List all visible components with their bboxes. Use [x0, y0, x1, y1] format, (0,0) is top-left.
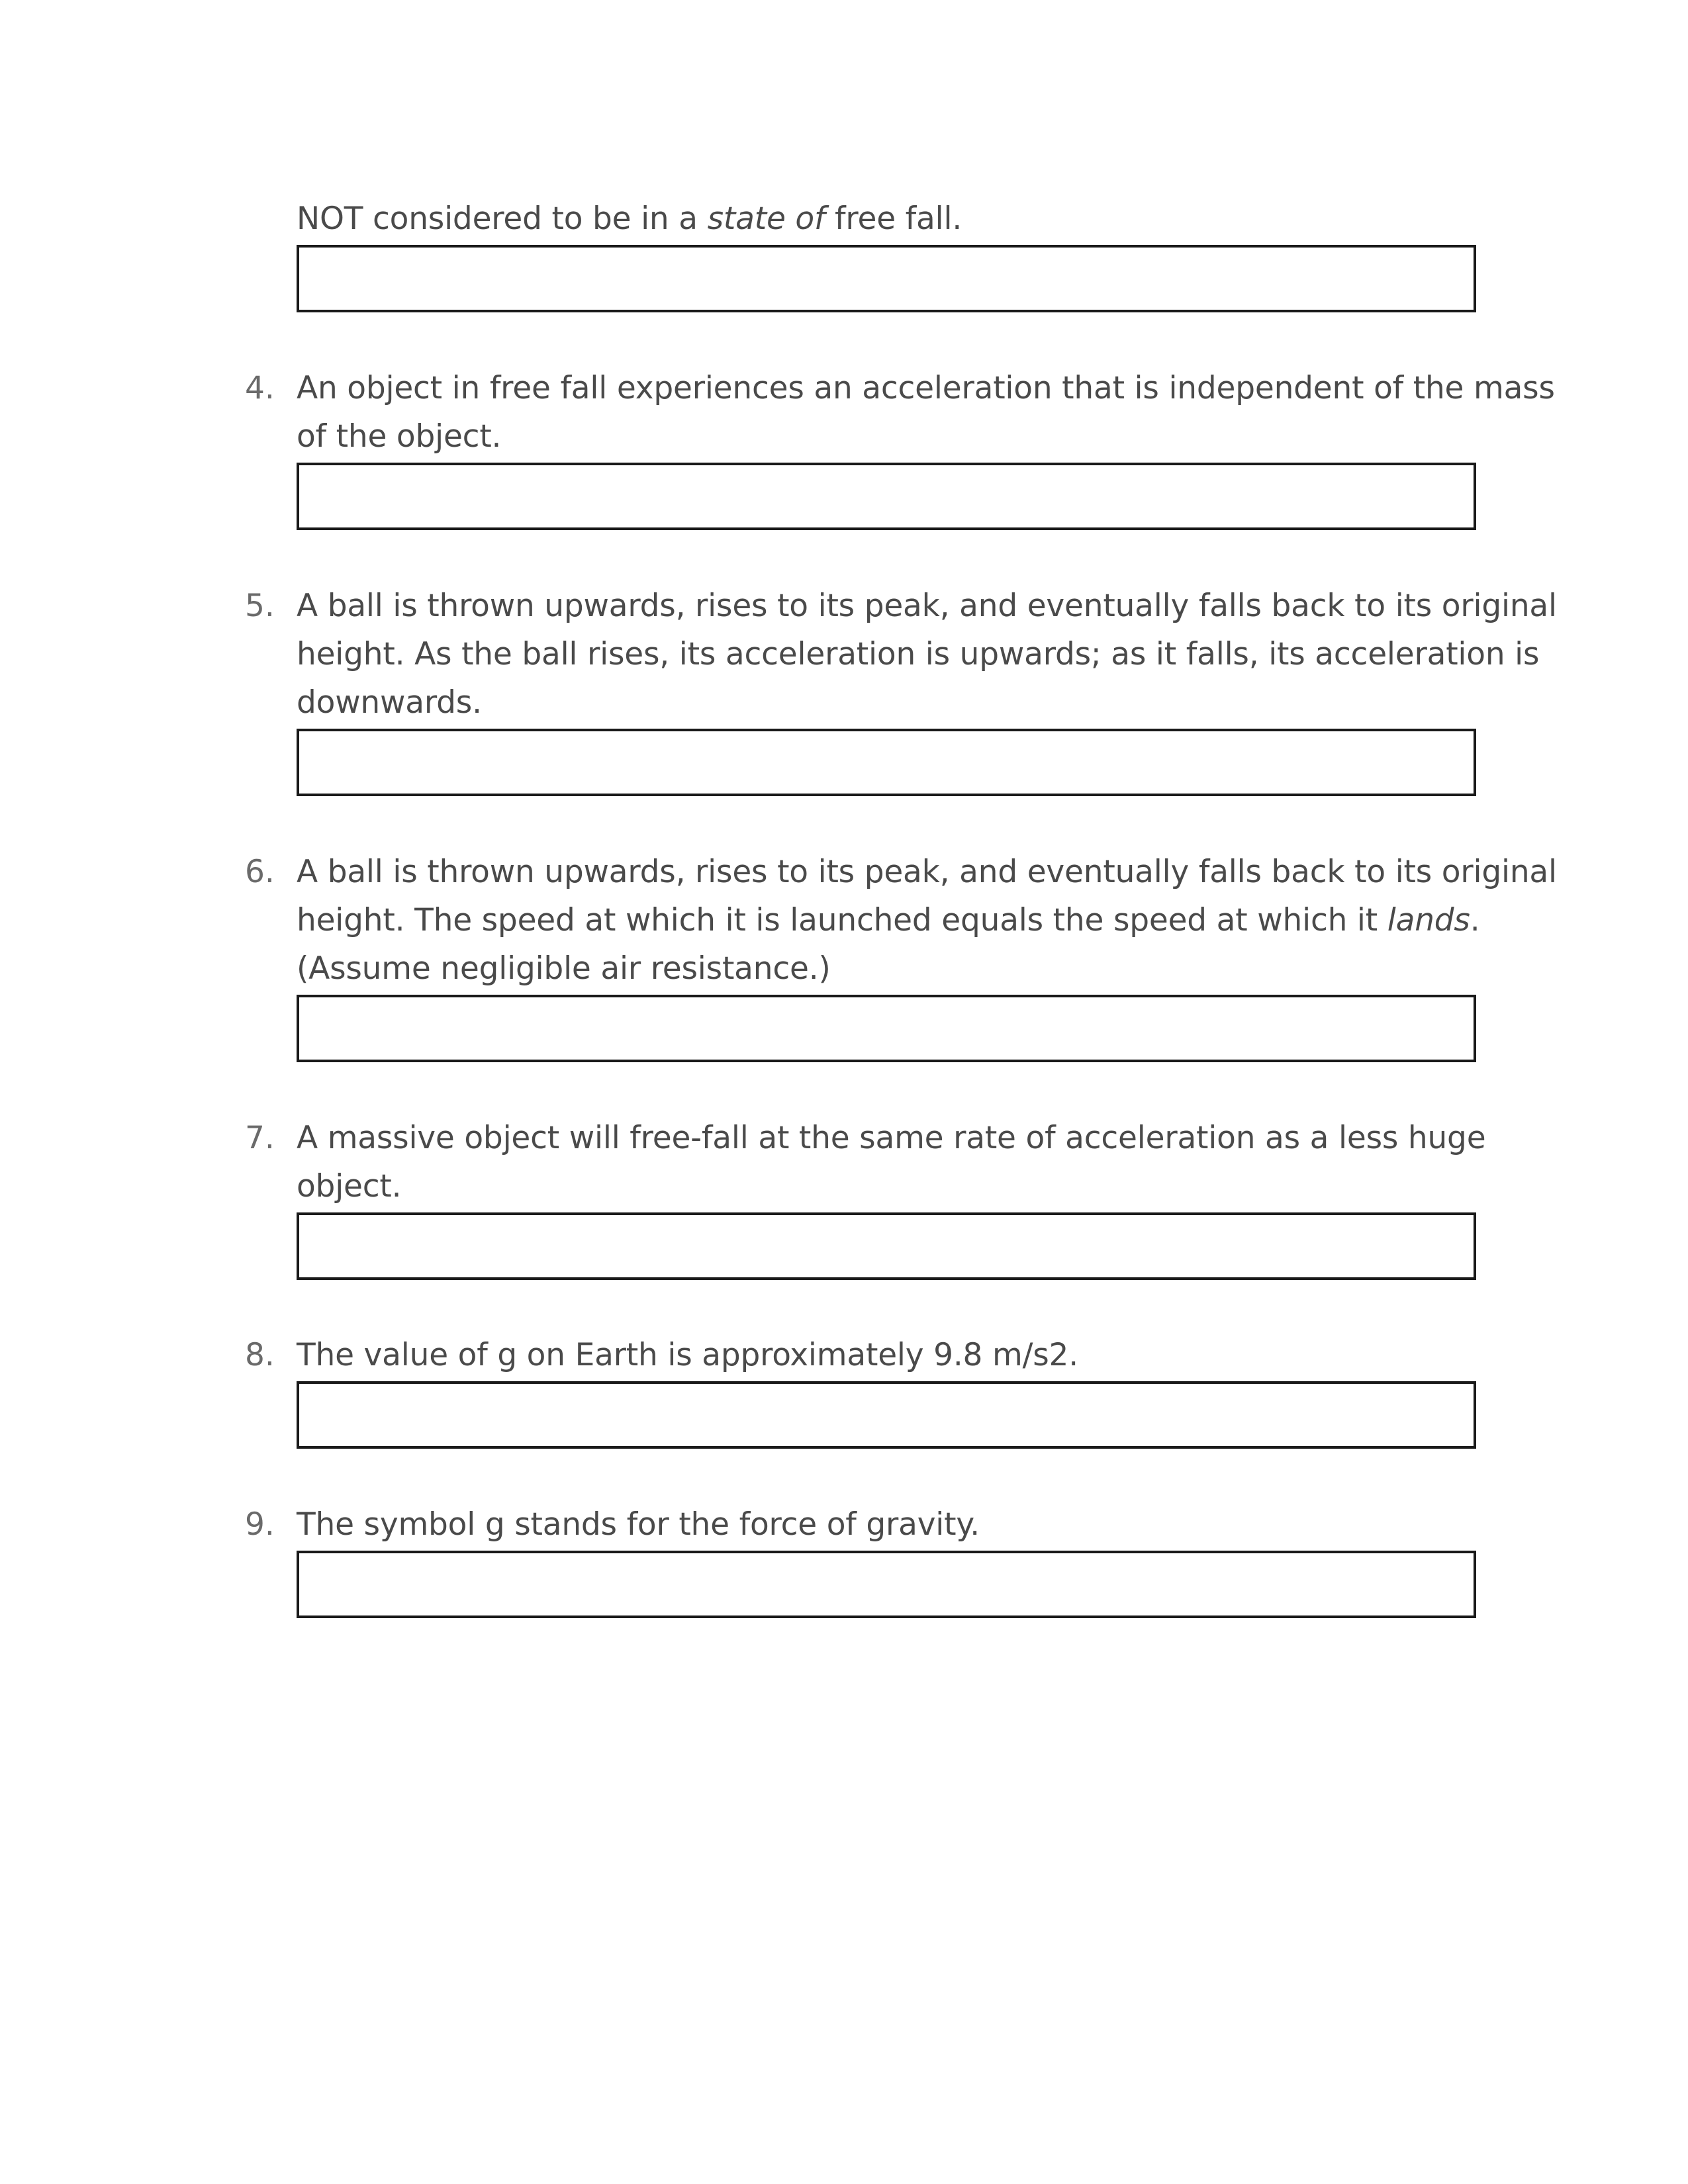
answer-box-8[interactable] — [297, 1381, 1476, 1449]
item-number-4: 4. — [245, 370, 275, 406]
statement-line: A ball is thrown upwards, rises to its peak, and eventually falls back to its original — [297, 588, 1557, 624]
item-number-6: 6. — [245, 854, 275, 890]
answer-box-6[interactable] — [297, 995, 1476, 1062]
statement-line: downwards. — [297, 684, 482, 721]
statement-6 — [297, 848, 1557, 993]
statement-line: A massive object will free-fall at the same rate of acceleration as a less huge — [297, 1120, 1486, 1156]
statement-7 — [297, 1114, 1488, 1210]
statement-line: height. As the ball rises, its acceleration is upwards; as it falls, its acceleration is — [297, 636, 1540, 672]
statement-line: object. — [297, 1168, 402, 1205]
item-number-8: 8. — [245, 1337, 275, 1373]
answer-box-7[interactable] — [297, 1212, 1476, 1280]
item-number-5: 5. — [245, 588, 275, 624]
statement-5 — [297, 582, 1557, 727]
statement-line: (Assume negligible air resistance.) — [297, 950, 831, 987]
item-number-9: 9. — [245, 1506, 275, 1543]
item-number-7: 7. — [245, 1120, 275, 1156]
statement-4 — [297, 364, 1555, 461]
answer-box-9[interactable] — [297, 1551, 1476, 1618]
statement-line: NOT considered to be in a state of free fall. — [297, 201, 962, 237]
statement-line: height. The speed at which it is launched equals the speed at which it lands. — [297, 902, 1480, 938]
statement-line: of the object. — [297, 418, 502, 455]
answer-box-3[interactable] — [297, 245, 1476, 312]
statement-line: An object in free fall experiences an acceleration that is independent of the mass — [297, 370, 1555, 406]
statement-line: The value of g on Earth is approximately 9.8 m/s2. — [297, 1337, 1078, 1373]
answer-box-5[interactable] — [297, 729, 1476, 796]
statement-8 — [297, 1331, 1488, 1379]
statement-line: The symbol g stands for the force of gravity. — [297, 1506, 980, 1543]
statement-9 — [297, 1500, 1488, 1549]
answer-box-4[interactable] — [297, 463, 1476, 530]
statement-line: A ball is thrown upwards, rises to its peak, and eventually falls back to its original — [297, 854, 1557, 890]
statement-continued — [297, 195, 1488, 243]
